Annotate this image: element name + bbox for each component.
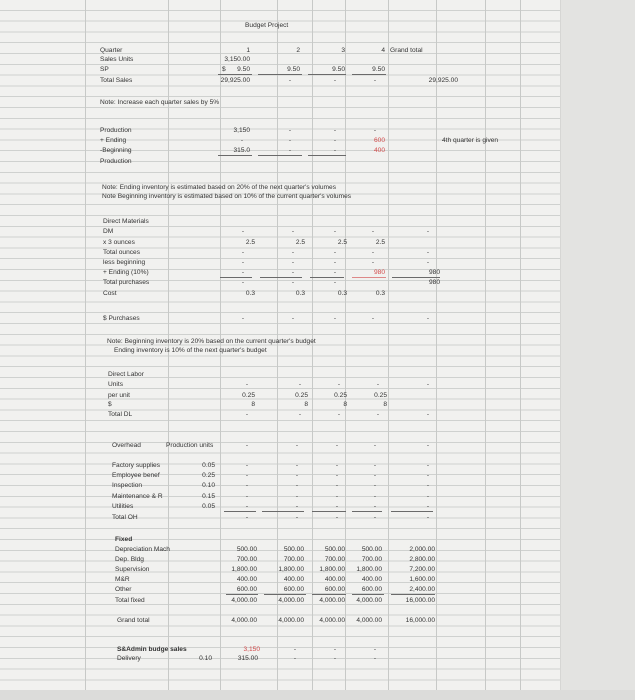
oh-q3[interactable]: - <box>335 503 339 510</box>
purchases-q2[interactable]: - <box>291 315 295 322</box>
rate-q1[interactable]: 8 <box>251 401 255 408</box>
production-q2[interactable]: - <box>288 127 292 134</box>
oh-q1[interactable]: - <box>245 493 249 500</box>
dm-q2[interactable]: - <box>291 228 295 235</box>
quarter-4-header[interactable]: 4 <box>381 47 385 54</box>
total-fixed-q1[interactable]: 4,000.00 <box>231 597 257 604</box>
oh-units-q1[interactable]: - <box>245 442 249 449</box>
total-fixed-q4[interactable]: 4,000.00 <box>356 597 382 604</box>
fixed-q4[interactable]: 400.00 <box>361 576 382 583</box>
dl-row-label: per unit <box>108 392 130 399</box>
dm-q1[interactable]: - <box>241 228 245 235</box>
quarter-2-header[interactable]: 2 <box>296 47 300 54</box>
sales-note: Note: Increase each quarter sales by 5% <box>100 99 220 106</box>
delivery-q2[interactable]: - <box>293 655 297 662</box>
sp-q2[interactable]: 9.50 <box>287 66 300 73</box>
ending-dm-total[interactable]: 980 <box>428 269 440 276</box>
total-sales-label: Total Sales <box>100 77 133 84</box>
delivery-rate[interactable]: 0.10 <box>199 655 212 662</box>
production-q1[interactable]: 3,150 <box>233 127 250 134</box>
beginning-label: -Beginning <box>100 147 132 154</box>
ounces-q4[interactable]: 2.5 <box>375 239 385 246</box>
fixed-q1[interactable]: 1,800.00 <box>231 566 257 573</box>
oh-row-label: Employee benef <box>112 472 160 479</box>
fixed-q4[interactable]: 700.00 <box>361 556 382 563</box>
sa-q4[interactable]: - <box>373 646 377 653</box>
total-dl-q1[interactable]: - <box>245 411 249 418</box>
sa-q1[interactable]: 3,150 <box>243 646 260 653</box>
fixed-q3[interactable]: 500.00 <box>324 546 345 553</box>
purchases-q4[interactable]: - <box>371 315 375 322</box>
total-oh-q4[interactable]: - <box>373 514 377 521</box>
underline <box>264 594 306 595</box>
sales-units-label: Sales Units <box>100 56 134 63</box>
sales-units-q1[interactable]: 3,150.00 <box>224 56 250 63</box>
fixed-row-label: Other <box>115 586 132 593</box>
fixed-row-label: Dep. Bldg <box>115 556 144 563</box>
oh-rate[interactable]: 0.25 <box>202 472 215 479</box>
purchases-q1[interactable]: - <box>241 315 245 322</box>
underline <box>262 511 304 512</box>
overhead-header: Overhead <box>112 442 141 449</box>
dm-q3[interactable]: - <box>333 228 337 235</box>
fixed-q4[interactable]: 600.00 <box>361 586 382 593</box>
dm-row-label: + Ending (10%) <box>103 269 149 276</box>
rate-q4[interactable]: 8 <box>383 401 387 408</box>
fixed-q4[interactable]: 500.00 <box>361 546 382 553</box>
fixed-row-label: Supervision <box>115 566 150 573</box>
beginning-inventory-note: Note Beginning inventory is estimated based on 10% of the current quarter's volumes <box>102 193 352 200</box>
oh-q2[interactable]: - <box>295 472 299 479</box>
less-beginning-q2[interactable]: - <box>291 259 295 266</box>
ounces-q1[interactable]: 2.5 <box>245 239 255 246</box>
oh-total[interactable]: - <box>426 482 430 489</box>
total-sales-grand[interactable]: 29,925.00 <box>428 77 458 84</box>
oh-units-q3[interactable]: - <box>335 442 339 449</box>
column-divider <box>485 0 486 700</box>
grand-total-header[interactable]: Grand total <box>390 47 423 54</box>
oh-units-total[interactable]: - <box>426 442 430 449</box>
rate-q3[interactable]: 8 <box>343 401 347 408</box>
underline <box>218 74 252 75</box>
fixed-row-label: M&R <box>115 576 130 583</box>
oh-q4[interactable]: - <box>373 503 377 510</box>
fixed-total[interactable]: 1,600.00 <box>409 576 435 583</box>
oh-total[interactable]: - <box>426 493 430 500</box>
total-fixed-q2[interactable]: 4,000.00 <box>278 597 304 604</box>
underline <box>352 594 384 595</box>
grand-total-q2[interactable]: 4,000.00 <box>278 617 304 624</box>
ending-q4[interactable]: 600 <box>373 137 385 144</box>
column-divider <box>520 0 521 700</box>
dl-units-q4[interactable]: - <box>376 381 380 388</box>
oh-q3[interactable]: - <box>335 493 339 500</box>
underline <box>218 155 252 156</box>
purchases-q3[interactable]: - <box>333 315 337 322</box>
total-ounces-total[interactable]: - <box>426 249 430 256</box>
less-beginning-q3[interactable]: - <box>333 259 337 266</box>
column-divider <box>85 0 86 700</box>
dm-row-label: less beginning <box>103 259 146 266</box>
total-sales-q4[interactable]: - <box>373 77 377 84</box>
production-q3[interactable]: - <box>333 127 337 134</box>
fixed-header: Fixed <box>115 536 133 543</box>
fixed-q4[interactable]: 1,800.00 <box>356 566 382 573</box>
fixed-q3[interactable]: 600.00 <box>324 586 345 593</box>
fixed-q2[interactable]: 700.00 <box>283 556 304 563</box>
fixed-total[interactable]: 2,400.00 <box>409 586 435 593</box>
total-sales-q3[interactable]: - <box>333 77 337 84</box>
oh-row-label: Total OH <box>112 514 138 521</box>
beginning-q4[interactable]: 400 <box>373 147 385 154</box>
oh-units-q4[interactable]: - <box>373 442 377 449</box>
ending-inventory-dm-note: Ending inventory is 10% of the next quarter's budget <box>114 347 267 354</box>
oh-rate[interactable]: 0.05 <box>202 503 215 510</box>
dm-row-label: x 3 ounces <box>103 239 135 246</box>
total-ounces-q2[interactable]: - <box>291 249 295 256</box>
total-ounces-q4[interactable]: - <box>371 249 375 256</box>
total-sales-q2[interactable]: - <box>288 77 292 84</box>
total-oh-q1[interactable]: - <box>245 514 249 521</box>
total-ounces-q1[interactable]: - <box>241 249 245 256</box>
dm-row-label: DM <box>103 228 114 235</box>
total-dl-q4[interactable]: - <box>376 411 380 418</box>
sp-q4[interactable]: 9.50 <box>372 66 385 73</box>
column-divider <box>388 0 389 700</box>
per-unit-q1[interactable]: 0.25 <box>242 392 255 399</box>
quarter-3-header[interactable]: 3 <box>341 47 345 54</box>
total-purchases-q2[interactable]: - <box>291 279 295 286</box>
oh-row-label: Factory supplies <box>112 462 161 469</box>
sp-q3[interactable]: 9.50 <box>332 66 345 73</box>
oh-q1[interactable]: - <box>245 503 249 510</box>
underline <box>391 594 435 595</box>
oh-total[interactable]: - <box>426 472 430 479</box>
oh-row-label: Utilities <box>112 503 134 510</box>
total-fixed-total[interactable]: 16,000.00 <box>405 597 435 604</box>
fixed-q2[interactable]: 400.00 <box>283 576 304 583</box>
total-oh-total[interactable]: - <box>426 514 430 521</box>
delivery-q3[interactable]: - <box>333 655 337 662</box>
fixed-q1[interactable]: 700.00 <box>236 556 257 563</box>
oh-q3[interactable]: - <box>335 462 339 469</box>
oh-q3[interactable]: - <box>335 472 339 479</box>
oh-q4[interactable]: - <box>373 493 377 500</box>
oh-q3[interactable]: - <box>335 482 339 489</box>
sp-q1[interactable]: 9.50 <box>237 66 250 73</box>
dm-total[interactable]: - <box>426 228 430 235</box>
production-label: Production <box>100 127 132 134</box>
production-units-header: Production units <box>166 442 214 449</box>
column-divider <box>312 0 313 700</box>
fixed-total[interactable]: 2,800.00 <box>409 556 435 563</box>
total-purchases-total[interactable]: 980 <box>428 279 440 286</box>
oh-row-label: Maintenance & R <box>112 493 163 500</box>
oh-total[interactable]: - <box>426 462 430 469</box>
underline <box>258 74 302 75</box>
oh-q2[interactable]: - <box>295 503 299 510</box>
quarter-1-header[interactable]: 1 <box>246 47 250 54</box>
dl-row-label: Units <box>108 381 124 388</box>
underline <box>391 511 433 512</box>
per-unit-q3[interactable]: 0.25 <box>334 392 347 399</box>
direct-materials-header: Direct Materials <box>103 218 149 225</box>
underline <box>308 155 346 156</box>
dm-q4[interactable]: - <box>371 228 375 235</box>
cost-q1[interactable]: 0.3 <box>245 290 255 297</box>
oh-q1[interactable]: - <box>245 462 249 469</box>
fixed-q3[interactable]: 1,800.00 <box>319 566 345 573</box>
delivery-label: Delivery <box>117 655 141 662</box>
dm-row-label: Total ounces <box>103 249 141 256</box>
bottom-bar <box>0 690 635 700</box>
total-dl-total[interactable]: - <box>426 411 430 418</box>
dm-row-label: Cost <box>103 290 117 297</box>
total-ounces-q3[interactable]: - <box>333 249 337 256</box>
per-unit-q2[interactable]: 0.25 <box>295 392 308 399</box>
total-purchases-q1[interactable]: - <box>241 279 245 286</box>
total-oh-q2[interactable]: - <box>295 514 299 521</box>
direct-labor-header: Direct Labor <box>108 371 144 378</box>
oh-rate[interactable]: 0.05 <box>202 462 215 469</box>
cost-q3[interactable]: 0.3 <box>337 290 347 297</box>
grand-total-q1[interactable]: 4,000.00 <box>231 617 257 624</box>
beginning-q1[interactable]: 315.0 <box>233 147 250 154</box>
sa-q2[interactable]: - <box>293 646 297 653</box>
ending-label: + Ending <box>100 137 127 144</box>
total-dl-q3[interactable]: - <box>337 411 341 418</box>
grand-total-total[interactable]: 16,000.00 <box>405 617 435 624</box>
cost-q4[interactable]: 0.3 <box>375 290 385 297</box>
sheet-title: Budget Project <box>245 22 289 29</box>
oh-q2[interactable]: - <box>295 493 299 500</box>
purchases-total[interactable]: - <box>426 315 430 322</box>
grand-total-label: Grand total <box>117 617 150 624</box>
grand-total-q3[interactable]: 4,000.00 <box>319 617 345 624</box>
oh-q4[interactable]: - <box>373 462 377 469</box>
ending-dm-q3[interactable]: - <box>333 269 337 276</box>
ending-q3[interactable]: - <box>333 137 337 144</box>
total-fixed-q3[interactable]: 4,000.00 <box>319 597 345 604</box>
fixed-q1[interactable]: 400.00 <box>236 576 257 583</box>
quarter-label: Quarter <box>100 47 123 54</box>
ending-dm-q2[interactable]: - <box>291 269 295 276</box>
fixed-total[interactable]: 7,200.00 <box>409 566 435 573</box>
beginning-q3[interactable]: - <box>333 147 337 154</box>
underline <box>226 594 258 595</box>
fixed-total[interactable]: 2,000.00 <box>409 546 435 553</box>
dl-units-q1[interactable]: - <box>245 381 249 388</box>
per-unit-q4[interactable]: 0.25 <box>374 392 387 399</box>
underline <box>312 594 346 595</box>
fixed-q3[interactable]: 700.00 <box>324 556 345 563</box>
purchases-label: $ Purchases <box>103 315 140 322</box>
oh-rate[interactable]: 0.10 <box>202 482 215 489</box>
fixed-q1[interactable]: 500.00 <box>236 546 257 553</box>
underline <box>224 511 256 512</box>
grand-total-q4[interactable]: 4,000.00 <box>356 617 382 624</box>
dl-row-label: $ <box>108 401 112 408</box>
production-q4[interactable]: - <box>373 127 377 134</box>
oh-q1[interactable]: - <box>245 482 249 489</box>
total-dl-q2[interactable]: - <box>298 411 302 418</box>
fixed-row-label: Depreciation Mach <box>115 546 170 553</box>
oh-q4[interactable]: - <box>373 472 377 479</box>
sp-label: SP <box>100 66 109 73</box>
production-total-label: Production <box>100 158 132 165</box>
underline <box>312 511 346 512</box>
sp-currency: $ <box>222 66 226 73</box>
fixed-row-label: Total fixed <box>115 597 145 604</box>
column-divider <box>436 0 437 700</box>
dl-units-q2[interactable]: - <box>298 381 302 388</box>
oh-q4[interactable]: - <box>373 482 377 489</box>
ending-q1[interactable]: - <box>240 137 244 144</box>
beginning-q2[interactable]: - <box>288 147 292 154</box>
sa-q3[interactable]: - <box>333 646 337 653</box>
underline <box>258 155 302 156</box>
underline <box>352 511 382 512</box>
oh-total[interactable]: - <box>426 503 430 510</box>
oh-q2[interactable]: - <box>295 462 299 469</box>
ounces-q2[interactable]: 2.5 <box>295 239 305 246</box>
column-divider <box>345 0 346 700</box>
cost-q2[interactable]: 0.3 <box>295 290 305 297</box>
ounces-q3[interactable]: 2.5 <box>337 239 347 246</box>
less-beginning-total[interactable]: - <box>426 259 430 266</box>
ending-inventory-note: Note: Ending inventory is estimated based on 20% of the next quarter's volumes <box>102 184 337 191</box>
underline <box>308 74 346 75</box>
ending-q2[interactable]: - <box>288 137 292 144</box>
fixed-q1[interactable]: 600.00 <box>236 586 257 593</box>
dl-units-q3[interactable]: - <box>337 381 341 388</box>
sa-header: S&Admin budge sales <box>117 646 187 653</box>
oh-rate[interactable]: 0.15 <box>202 493 215 500</box>
side-panel <box>560 0 635 700</box>
less-beginning-q4[interactable]: - <box>371 259 375 266</box>
oh-row-label: Inspection <box>112 482 143 489</box>
fourth-quarter-note: 4th quarter is given <box>442 137 499 144</box>
total-oh-q3[interactable]: - <box>335 514 339 521</box>
ending-dm-q1[interactable]: - <box>241 269 245 276</box>
delivery-q1[interactable]: 315.00 <box>237 655 258 662</box>
fixed-q2[interactable]: 500.00 <box>283 546 304 553</box>
less-beginning-q1[interactable]: - <box>241 259 245 266</box>
dl-row-label: Total DL <box>108 411 133 418</box>
total-purchases-q3[interactable]: - <box>333 279 337 286</box>
rate-q2[interactable]: 8 <box>304 401 308 408</box>
oh-units-q2[interactable]: - <box>295 442 299 449</box>
oh-q1[interactable]: - <box>245 472 249 479</box>
ending-dm-q4[interactable]: 980 <box>373 269 385 276</box>
underline <box>352 277 386 278</box>
dm-row-label: Total purchases <box>103 279 150 286</box>
underline <box>352 74 386 75</box>
fixed-q2[interactable]: 1,800.00 <box>278 566 304 573</box>
column-divider <box>277 0 278 700</box>
total-sales-q1[interactable]: 29,925.00 <box>220 77 250 84</box>
dl-units-total[interactable]: - <box>426 381 430 388</box>
fixed-q3[interactable]: 400.00 <box>324 576 345 583</box>
fixed-q2[interactable]: 600.00 <box>283 586 304 593</box>
delivery-q4[interactable]: - <box>373 655 377 662</box>
beginning-inventory-dm-note: Note: Beginning inventory is 20% based on the current quarter's budget <box>107 338 316 345</box>
oh-q2[interactable]: - <box>295 482 299 489</box>
